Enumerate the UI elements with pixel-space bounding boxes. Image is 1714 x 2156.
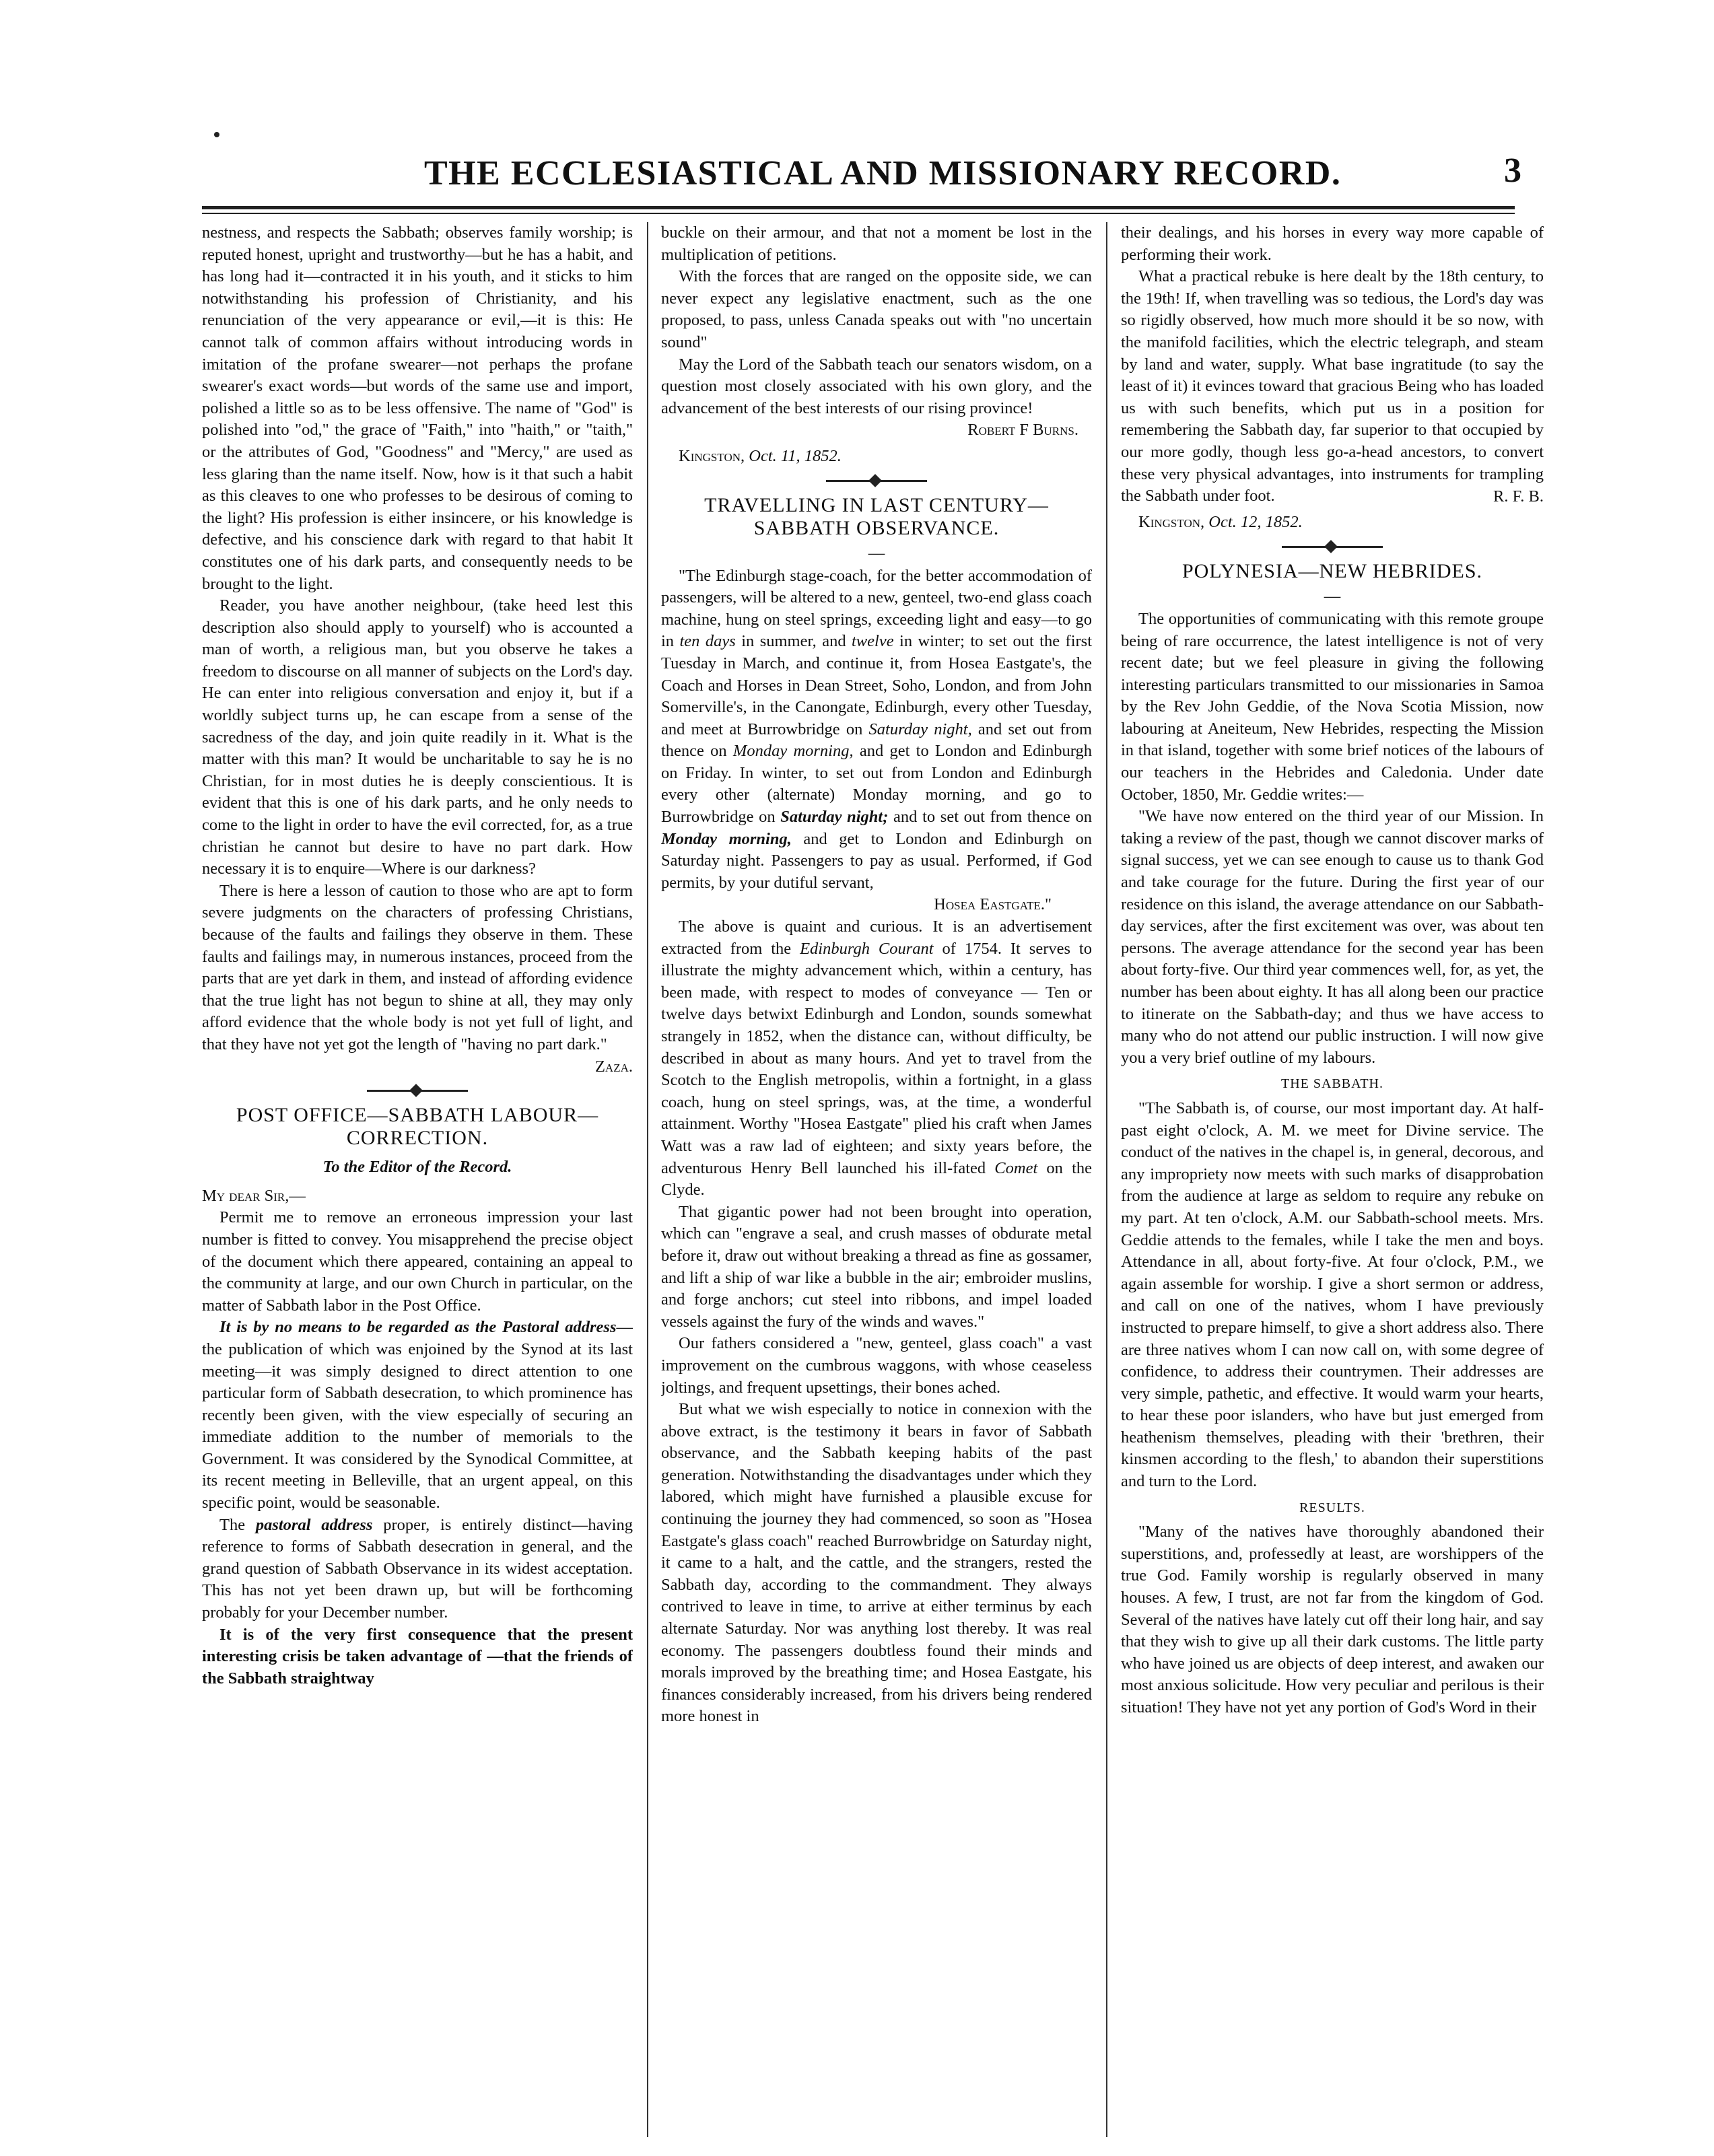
paragraph: "Many of the natives have thoroughly abandoned their superstitions, and, professedly at least, are worshippers of the true God. Family worship is regularly observed in many houses. A few, I trust, are not far from the kingdom of God. Several of the natives have lately cut off their long hair, and say that they wish to give up all their dark customs. The little party who have joined us are objects of deep interest, and awaken our most anxious solicitude. How very peculiar and perilous is their situation! They have not yet any portion of God's Word in their xyxy=(1121,1523,1544,1716)
column-divider xyxy=(1106,222,1107,2137)
column-1 xyxy=(202,222,633,2137)
paragraph: There is here a lesson of caution to those who are apt to form severe judgments on the characters of professing Christians, because of the faults and failings they observe in them. These faults and failings may, in numerous instances, proceed from the parts that are yet dark in them, and instead of affording evidence that the true light has not begun to shine at all, they may only afford evidence that the whole body is not yet full of light, and that they have not yet got the length of "having no part dark." xyxy=(202,881,633,1053)
dateline-date: Oct. 12, 1852. xyxy=(1208,513,1303,532)
text: on the Clyde. xyxy=(661,1158,1092,1199)
text: of 1754. It serves to illustrate the mighty advancement which, within a century, has been made, with respect to modes of conveyance — Ten or twelve days betwixt Edinburgh and London, sounds somewhat strangely in 1852, when the distance can, without difficulty, be described in about as many hours. And yet to travel from the Scotch to the English metropolis, within a fortnight, in a glass coach, hung on steel springs, was, at the time, a wonderful attainment. Worthy "Hosea Eastgate" plied his craft when James Watt was a raw lad of eighteen; and sixty years before, the adventurous Henry Bell launched his ill-fated xyxy=(661,939,1092,1177)
section-separator xyxy=(826,480,927,482)
paragraph: The opportunities of communicating with this remote groupe being of rare occurrence, the latest intelligence is not of very recent date; but we feel pleasure in giving the following interesting particulars transmitted to our missionaries in Samoa by the Rev John Geddie, of the Nova Scotia Mission, now labouring at Aneiteum, New Hebrides, respecting the Mission in that island, together with some brief notices of the labours of our teachers in the Hebrides and Caledonia. Under date October, 1850, Mr. Geddie writes:— xyxy=(1121,609,1544,804)
masthead-title: THE ECCLESIASTICAL AND MISSIONARY RECORD. xyxy=(424,154,1342,193)
dash-ornament: — xyxy=(868,543,885,562)
signature: Zaza. xyxy=(594,1057,633,1076)
ink-dot xyxy=(214,132,219,137)
paragraph: But what we wish especially to notice in connexion with the above extract, is the testimony it bears in favor of Sabbath observance, and the Sabbath keeping habits of the past generation. Notwithstanding the disadvantages under which they labored, which might have furnished a plausible excuse for continuing the journey they had commenced, so soon as "Hosea Eastgate's glass coach" reached Burrowbridge on Saturday night, it came to a halt, and the cattle, and the strangers, rested the Sabbath day, according to the commandment. They always contrived to leave in time, to arrive at either terminus by each alternate Saturday. Nor was anything lost thereby. It was real economy. The passengers doubtless found their minds and morals improved by the breathing time; and Hosea Eastgate, his finances considerably increased, from his drivers being rendered more honest in xyxy=(661,1400,1092,1726)
emphasis: Monday morning, xyxy=(661,829,792,848)
article-heading: POLYNESIA—NEW HEBRIDES. xyxy=(1181,559,1483,582)
paragraph: Permit me to remove an erroneous impression your last number is fitted to convey. You misapprehend the precise object of the document which there appeared, containing an appeal to the community at large, and our own Church in particular, on the matter of Sabbath labor in the Post Office. xyxy=(202,1208,633,1315)
text: proper, is entirely distinct—having reference to forms of Sabbath desecration in general, and the grand question of Sabbath Observance in its widest acceptation. This has not yet been drawn up, but will be forthcoming probably for your December number. xyxy=(202,1515,633,1622)
salutation: To the Editor of the Record. xyxy=(322,1158,512,1177)
dash-ornament: — xyxy=(1324,586,1341,605)
emphasis: Comet xyxy=(994,1158,1038,1177)
column-3 xyxy=(1121,222,1544,2137)
text: —the publication of which was enjoined by the Synod at its last meeting—it was simply designed to direct attention to one particular form of Sabbath desecration, to which prominence has recently been given, with the view especially of securing an immediate addition to the number of memorials to the Government. It was considered by the Synodical Committee, at its recent meeting in Belleville, that an urgent appeal, on this specific point, would be seasonable. xyxy=(202,1318,633,1512)
paragraph: "The Sabbath is, of course, our most important day. At half-past eight o'clock, A. M. we meet for Divine service. The conduct of the natives in the chapel is, in general, decorous, and any impropriety now meets with such marks of disapprobation from the audience at large as seldom to require any rebuke on my part. At ten o'clock, A.M. our Sabbath-school meets. Mrs. Geddie attends to the females, while I take the men and boys. Attendance in all, about forty-five. At four o'clock, P.M., we again assemble for worship. I give a short sermon or address, and call on one of the natives, whom I have previously instructed to prepare himself, to give a short address also. There are three natives whom I can now call on, with some degree of confidence, to address their countrymen. Their addresses are very simple, pathetic, and effective. It would warm your hearts, to hear these poor islanders, who have but just emerged from heathenism themselves, pleading with their 'brethren, their kinsmen according to the flesh,' to abandon their superstitions and turn to the Lord. xyxy=(1121,1099,1544,1491)
page-header xyxy=(195,153,1521,202)
article-heading: POST OFFICE—SABBATH LABOUR—CORRECTION. xyxy=(236,1104,599,1150)
article-heading: TRAVELLING IN LAST CENTURY—SABBATH OBSERVANCE. xyxy=(704,493,1049,539)
dateline xyxy=(661,446,1092,468)
paragraph: nestness, and respects the Sabbath; observes family worship; is reputed honest, upright and trustworthy—but he has a habit, and has long had it—contracted it in his youth, and it sticks to him notwithstanding his profession of Christianity, and his renunciation of the very appearance or evil,—it is this: He cannot talk of common affairs without introducing words in imitation of the profane swearer—not perhaps the profane swearer's exact words—but words of the same use and import, polished a little so as to be less offensive. The name of "God" is polished into "od," the grace of "Faith," into "haith," or "taith," or the attributes of God, "Goodness" and "Mercy," are used as less glaring than the name itself. Now, how is it that such a habit as this cleaves to one who professes to be desirous of coming to the light? His profession is either insincere, or his knowledge is defective, and his conscience dark with regard to that habit It constitutes one of his dark parts, and consequently needs to be brought to the light. xyxy=(202,223,633,593)
text: and get to London and Edinburgh on Saturday night. Passengers to pay as usual. Performed, if God permits, by your dutiful servant, xyxy=(661,829,1092,892)
text: and set out from thence on xyxy=(661,720,1092,761)
paragraph xyxy=(202,1317,633,1514)
text: "The Edinburgh stage-coach, for the better accommodation of passengers, will be altered to a new, genteel, two-end glass coach machine, hung on steel springs, exceeding light and easy—to go in xyxy=(661,566,1092,651)
section-separator xyxy=(1282,546,1383,548)
paragraph: Our fathers considered a "new, genteel, glass coach" a vast improvement on the cumbrous waggons, with whose ceaseless joltings, and frequent upsettings, their bones ached. xyxy=(661,1334,1092,1397)
paragraph: With the forces that are ranged on the opposite side, we can never expect any legislative enactment, such as the one proposed, to pass, unless Canada speaks out with "no uncertain sound" xyxy=(661,267,1092,351)
emphasis: Monday morning, xyxy=(732,742,854,761)
emphasis: pastoral address xyxy=(255,1515,373,1534)
header-rule-thick xyxy=(202,206,1515,209)
paragraph: That gigantic power had not been brought into operation, which can "engrave a seal, and crush masses of obdurate metal before it, draw out without breaking a thread as fine as gossamer, and lift a ship of war like a bubble in the air; embroider muslins, and forge anchors; cut steel into ribbons, and impel loaded vessels against the fury of the winds and waves." xyxy=(661,1202,1092,1331)
dateline-date: Oct. 11, 1852. xyxy=(749,446,842,465)
subheading: RESULTS. xyxy=(1299,1500,1365,1515)
text: and get to London and Edinburgh on Friday. In winter, to set out from London and Edinburgh every other (alternate) Monday morning, and go to Burrowbridge on xyxy=(661,742,1092,827)
section-separator xyxy=(367,1090,468,1092)
page-number: 3 xyxy=(1504,151,1521,190)
column-2 xyxy=(661,222,1092,2137)
dateline-place: Kingston, xyxy=(679,446,745,465)
paragraph: buckle on their armour, and that not a moment be lost in the multiplication of petitions. xyxy=(661,223,1092,264)
paragraph xyxy=(661,565,1092,895)
text: in winter; to set out the first Tuesday in March, and continue it, from Hosea Eastgate's, the Coach and Horses in Dean Street, Soho, London, and from John Somerville's, in the Canongate, Edinburgh, every other Tuesday, and meet at Burrowbridge on xyxy=(661,632,1092,738)
signature: Hosea Eastgate." xyxy=(934,895,1052,914)
paragraph: "We have now entered on the third year of our Mission. In taking a review of the past, though we cannot discover marks of signal success, yet we can see enough to cause us to thank God and take courage for the future. During the first year of our residence on this island, the average attendance on our Sabbath-day services, after the first excitement was over, was about ten persons. The average attendance for the second year has been about forty-five. Our third year commences well, for, as yet, the number has been about eighty. It has all along been our practice to itinerate on the Sabbath-day; and thus we have access to many who do not attend our public instruction. I will now give you a very brief outline of my labours. xyxy=(1121,807,1544,1067)
text: in summer, and xyxy=(735,632,852,651)
emphasis: Saturday night, xyxy=(868,720,972,738)
dateline xyxy=(1121,512,1544,534)
text: The above is quaint and curious. It is an advertisement extracted from the xyxy=(661,917,1092,958)
emphasis: Saturday night; xyxy=(780,808,889,827)
text: The xyxy=(219,1515,256,1534)
paragraph xyxy=(661,916,1092,1202)
paragraph: What a practical rebuke is here dealt by the 18th century, to the 19th! If, when travelling was so tedious, the Lord's day was so rigidly observed, how much more should it be so now, with the manifold facilities, which the electric telegraph, and steam by land and water, supply. What base ingratitude (to say the least of it) it evinces toward that gracious Being who has loaded us with such benefits, which put us in a position for remembering the Sabbath day, far superior to that occupied by our more godly, though less go-a-head ancestors, to convert these very physical advantages, into instruments for trampling the Sabbath under foot. xyxy=(1121,267,1544,506)
emphasis: Edinburgh Courant xyxy=(800,939,934,958)
subheading: THE SABBATH. xyxy=(1280,1076,1383,1092)
paragraph xyxy=(202,1515,633,1624)
emphasis: twelve xyxy=(852,632,894,651)
emphasis: ten days xyxy=(679,632,736,651)
paragraph: Reader, you have another neighbour, (take heed lest this description also should apply to yourself) who is accounted a man of worth, a religious man, but you observe he takes a freedom to discourse on all manner of subjects on the Lord's day. He can enter into religious conversation and enjoy it, but if a worldly subject turns up, he can escape from a sense of the sacredness of the day, and join quite readily in it. What is the matter with this man? It would be uncharitable to say he is no Christian, for in most duties he is deeply conscientious. It is evident that this is one of his dark parts, and he only needs to come to the light in order to have the evil corrected, for, as a true christian he cannot but desire to have no part dark. How necessary it is to enquire—Where is our darkness? xyxy=(202,596,633,878)
header-rule-thin xyxy=(202,213,1515,214)
paragraph: May the Lord of the Sabbath teach our senators wisdom, on a question most closely associated with his own glory, and the advancement of the best interests of our rising province! xyxy=(661,355,1092,417)
emphasis: It is by no means to be regarded as the Pastoral address xyxy=(219,1318,617,1337)
dateline-place: Kingston, xyxy=(1138,513,1205,532)
column-divider xyxy=(647,222,648,2137)
signature: Robert F Burns. xyxy=(967,421,1078,440)
paragraph: It is of the very first consequence that the present interesting crisis be taken advantage of —that the friends of the Sabbath straightway xyxy=(202,1625,633,1688)
text: and to set out from thence on xyxy=(888,808,1092,827)
signature: R. F. B. xyxy=(1493,487,1544,506)
paragraph: their dealings, and his horses in every way more capable of performing their work. xyxy=(1121,223,1544,264)
greeting: My dear Sir,— xyxy=(202,1186,306,1205)
